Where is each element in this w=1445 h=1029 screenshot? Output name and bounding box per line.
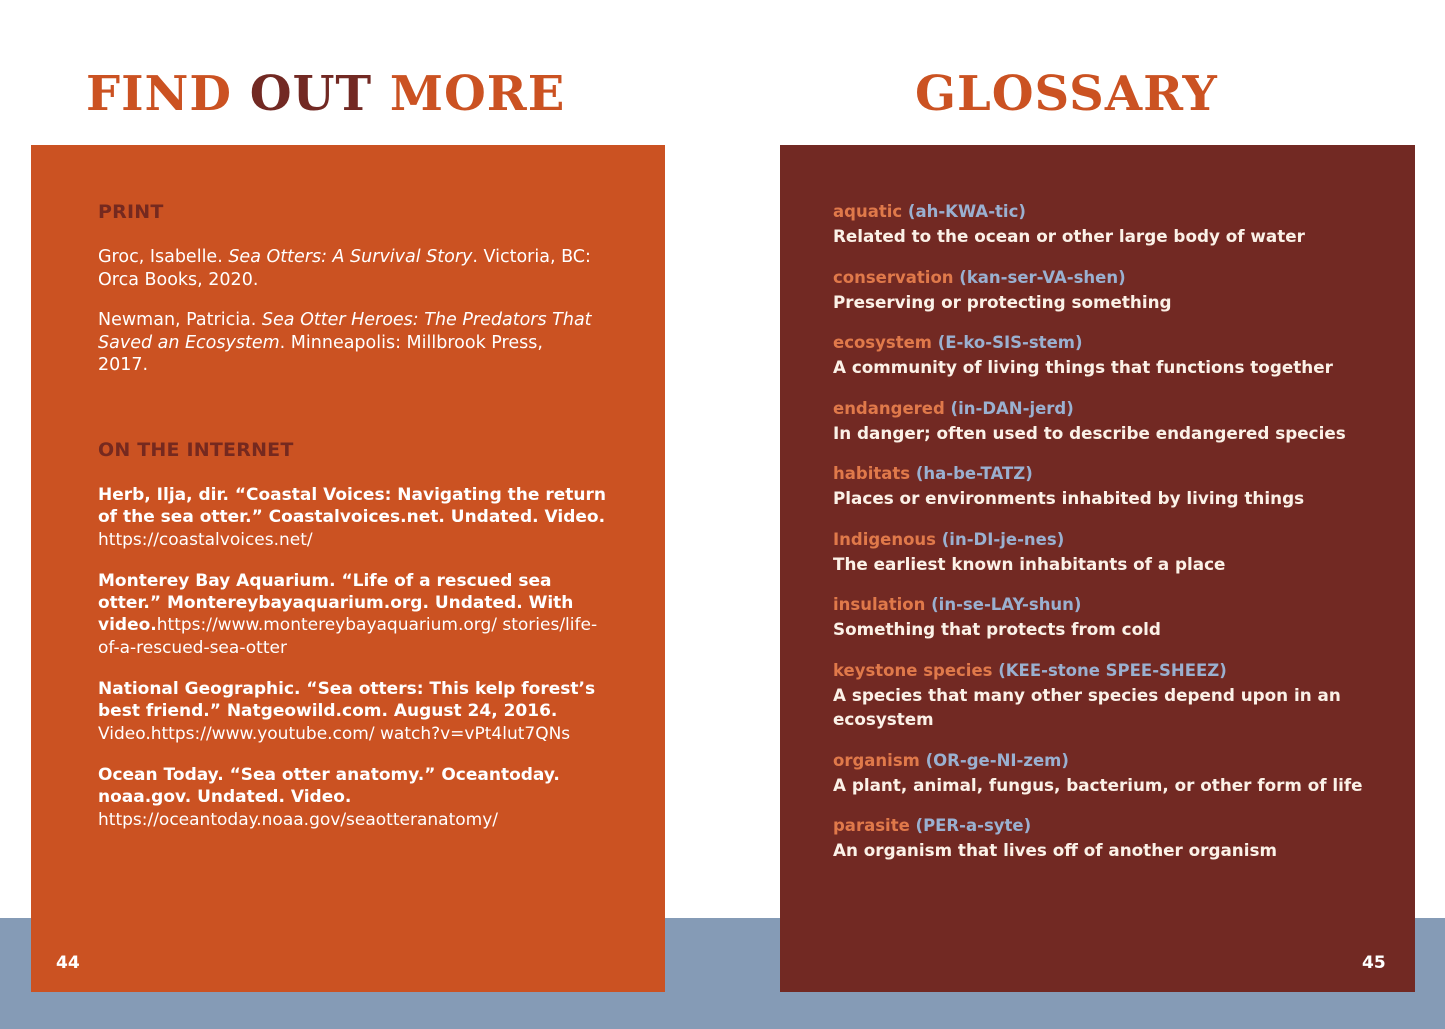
glossary-term: insulation	[833, 595, 926, 614]
find-out-more-heading	[86, 62, 565, 126]
ref-url[interactable]: https://oceantoday.noaa.gov/seaotteranatomy/	[98, 809, 498, 830]
print-heading: PRINT	[98, 201, 164, 223]
ref-url[interactable]: https://www.montereybayaquarium.org/ stories/life-of-a-rescued-sea-otter	[98, 615, 598, 658]
ref-publisher: . Victoria, BC: Orca Books, 2020.	[98, 247, 591, 290]
internet-reference	[98, 570, 608, 659]
glossary-entry	[833, 200, 1393, 249]
glossary-pronunciation: (E-ko-SIS-stem)	[937, 333, 1083, 352]
glossary-list	[833, 200, 1393, 880]
internet-reference	[98, 484, 608, 551]
ref-source: National Geographic. “Sea otters: This kelp forest’s best friend.” Natgeowild.com. August 24, 2016.	[98, 679, 596, 722]
print-references	[98, 246, 598, 395]
glossary-pronunciation: (OR-ge-NI-zem)	[925, 750, 1069, 770]
ref-title: Sea Otters: A Survival Story	[228, 247, 473, 267]
ref-source: Herb, Ilja, dir. “Coastal Voices: Navigating the return of the sea otter.” Coastalvoices.net. Undated. Video.	[98, 485, 606, 528]
print-reference	[98, 246, 598, 291]
ref-author: Newman, Patricia.	[98, 310, 262, 331]
internet-reference	[98, 678, 608, 745]
glossary-panel	[780, 145, 1415, 992]
glossary-term-line	[833, 593, 1393, 617]
glossary-pronunciation: (in-DI-je-nes)	[941, 529, 1065, 549]
glossary-pronunciation: (kan-ser-VA-shen)	[959, 267, 1126, 287]
ref-source: Ocean Today. “Sea otter anatomy.” Oceantoday. noaa.gov. Undated. Video.	[98, 764, 560, 808]
glossary-definition: Something that protects from cold	[833, 619, 1161, 639]
glossary-entry	[833, 593, 1393, 642]
glossary-definition: An organism that lives off of another organism	[833, 840, 1277, 860]
heading-word-out: OUT	[249, 66, 373, 122]
glossary-term: endangered	[833, 398, 945, 418]
glossary-entry	[833, 814, 1393, 863]
page-number-right: 45	[1362, 953, 1386, 973]
glossary-pronunciation: (in-DAN-jerd)	[950, 398, 1074, 418]
glossary-term: habitats	[833, 464, 911, 483]
glossary-entry	[833, 266, 1393, 315]
glossary-term-line	[833, 814, 1393, 838]
ref-url[interactable]: Video.https://www.youtube.com/ watch?v=vPt4lut7QNs	[98, 723, 571, 744]
find-out-more-panel	[31, 145, 665, 992]
glossary-term: organism	[833, 750, 920, 770]
internet-references	[98, 484, 608, 850]
glossary-definition: A species that many other species depend upon in an ecosystem	[833, 684, 1341, 729]
glossary-term-line	[833, 331, 1393, 355]
glossary-term-line	[833, 528, 1393, 552]
glossary-definition: A community of living things that functions together	[833, 357, 1333, 377]
glossary-heading: GLOSSARY	[915, 66, 1218, 122]
internet-heading: ON THE INTERNET	[98, 439, 294, 461]
print-reference	[98, 309, 598, 377]
page-number-left: 44	[56, 953, 80, 973]
glossary-entry	[833, 397, 1393, 446]
heading-word-more: MORE	[389, 66, 566, 122]
glossary-term: Indigenous	[833, 529, 937, 549]
glossary-term: conservation	[833, 267, 954, 287]
ref-title: Sea Otter Heroes: The Predators That Saved an Ecosystem	[98, 310, 592, 353]
ref-publisher: . Minneapolis: Millbrook Press, 2017.	[98, 332, 543, 376]
glossary-definition: Preserving or protecting something	[833, 291, 1172, 312]
glossary-definition: Places or environments inhabited by living things	[833, 488, 1305, 508]
glossary-term: parasite	[833, 816, 910, 835]
glossary-term-line	[833, 397, 1393, 421]
ref-author: Groc, Isabelle.	[98, 247, 229, 267]
glossary-pronunciation: (ah-KWA-tic)	[907, 202, 1026, 221]
glossary-entry	[833, 528, 1393, 577]
glossary-term-line	[833, 749, 1393, 773]
glossary-term: keystone species	[833, 660, 993, 680]
glossary-definition: The earliest known inhabitants of a place	[833, 553, 1226, 574]
glossary-entry	[833, 462, 1393, 511]
glossary-term-line	[833, 462, 1393, 486]
glossary-definition: A plant, animal, fungus, bacterium, or other form of life	[833, 774, 1363, 795]
glossary-pronunciation: (PER-a-syte)	[915, 816, 1032, 835]
ref-url[interactable]: https://coastalvoices.net/	[98, 529, 313, 550]
glossary-term: ecosystem	[833, 333, 932, 352]
glossary-pronunciation: (in-se-LAY-shun)	[931, 595, 1082, 614]
glossary-entry	[833, 749, 1393, 798]
glossary-entry	[833, 659, 1393, 732]
glossary-pronunciation: (KEE-stone SPEE-SHEEZ)	[998, 660, 1227, 680]
glossary-term-line	[833, 659, 1393, 683]
glossary-term-line	[833, 200, 1393, 224]
glossary-term: aquatic	[833, 202, 903, 221]
internet-reference	[98, 764, 608, 831]
glossary-entry	[833, 331, 1393, 380]
glossary-term-line	[833, 266, 1393, 290]
glossary-definition: Related to the ocean or other large body of water	[833, 226, 1305, 246]
glossary-definition: In danger; often used to describe endangered species	[833, 422, 1346, 443]
ref-source: Monterey Bay Aquarium. “Life of a rescued sea otter.” Montereybayaquarium.org. Undated. With video.	[98, 570, 574, 636]
glossary-pronunciation: (ha-be-TATZ)	[915, 464, 1033, 483]
heading-word-find: FIND	[86, 66, 233, 122]
